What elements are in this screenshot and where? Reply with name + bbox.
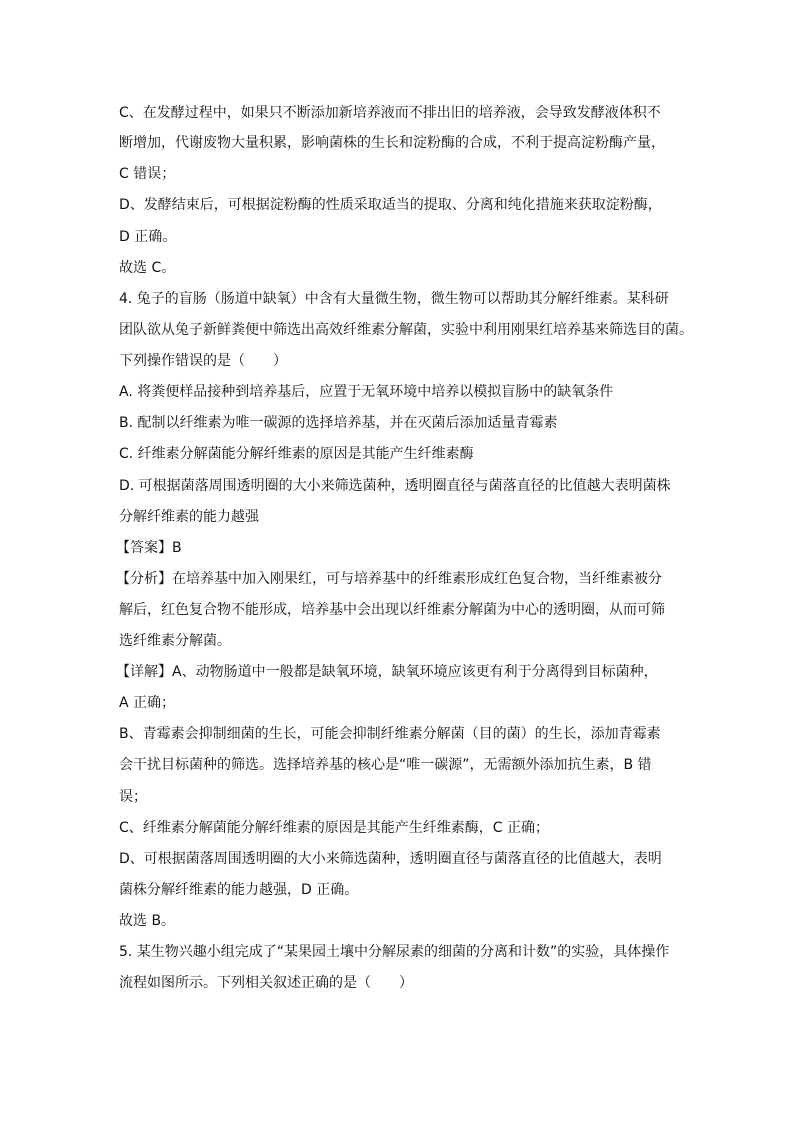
detail-line: 误； bbox=[119, 789, 147, 805]
text-line: D、发酵结束后，可根据淀粉酶的性质采取适当的提取、分离和纯化措施来获取淀粉酶， bbox=[119, 197, 662, 213]
option-a: A. 将粪便样品接种到培养基后，应置于无氧环境中培养以模拟盲肠中的缺氧条件 bbox=[119, 384, 614, 400]
detail-line: 菌株分解纤维素的能力越强，D 正确。 bbox=[119, 882, 359, 898]
question-5-stem-line: 流程如图所示。下列相关叙述正确的是（ ） bbox=[119, 975, 413, 991]
detail-line: D、可根据菌落周围透明圈的大小来筛选菌种，透明圈直径与菌落直径的比值越大，表明 bbox=[119, 851, 662, 867]
answer-line: 【答案】B bbox=[116, 540, 182, 556]
analysis-line: 【分析】在培养基中加入刚果红，可与培养基中的纤维素形成红色复合物，当纤维素被分 bbox=[116, 571, 662, 587]
question-4-stem-line: 下列操作错误的是（ ） bbox=[119, 353, 287, 369]
option-d: D. 可根据菌落周围透明圈的大小来筛选菌种，透明圈直径与菌落直径的比值越大表明菌株 bbox=[119, 478, 671, 494]
detail-line: B、青霉素会抑制细菌的生长，可能会抑制纤维素分解菌（目的菌）的生长，添加青霉素 bbox=[119, 726, 661, 742]
option-c: C. 纤维素分解菌能分解纤维素的原因是其能产生纤维素酶 bbox=[119, 446, 474, 462]
option-b: B. 配制以纤维素为唯一碳源的选择培养基，并在灭菌后添加适量青霉素 bbox=[119, 415, 558, 431]
text-line: 故选 C。 bbox=[119, 260, 176, 276]
detail-line: 【详解】A、动物肠道中一般都是缺氧环境，缺氧环境应该更有利于分离得到目标菌种， bbox=[116, 664, 658, 680]
detail-line: C、纤维素分解菌能分解纤维素的原因是其能产生纤维素酶，C 正确； bbox=[119, 820, 549, 836]
option-d-continued: 分解纤维素的能力越强 bbox=[119, 509, 259, 525]
question-4-stem-line: 团队欲从兔子新鲜粪便中筛选出高效纤维素分解菌，实验中利用刚果红培养基来筛选目的菌。 bbox=[119, 322, 693, 338]
text-line: C、在发酵过程中，如果只不断添加新培养液而不排出旧的培养液，会导致发酵液体积不 bbox=[119, 105, 661, 121]
detail-line: A 正确； bbox=[119, 695, 176, 711]
analysis-line: 解后，红色复合物不能形成，培养基中会出现以纤维素分解菌为中心的透明圈，从而可筛 bbox=[119, 602, 665, 618]
text-line: 断增加，代谢废物大量积累，影响菌株的生长和淀粉酶的合成，不利于提高淀粉酶产量， bbox=[119, 135, 665, 151]
analysis-line: 选纤维素分解菌。 bbox=[119, 633, 231, 649]
text-line: C 错误； bbox=[119, 166, 176, 182]
question-5-stem-line: 5. 某生物兴趣小组完成了“某果园土壤中分解尿素的细菌的分离和计数”的实验，具体操作 bbox=[119, 944, 670, 960]
conclusion-line: 故选 B。 bbox=[119, 913, 176, 929]
text-line: D 正确。 bbox=[119, 229, 177, 245]
detail-line: 会干扰目标菌种的筛选。选择培养基的核心是“唯一碳源”，无需额外添加抗生素，B 错 bbox=[119, 757, 652, 773]
question-4-stem-line: 4. 兔子的盲肠（肠道中缺氧）中含有大量微生物，微生物可以帮助其分解纤维素。某科研 bbox=[119, 291, 669, 307]
